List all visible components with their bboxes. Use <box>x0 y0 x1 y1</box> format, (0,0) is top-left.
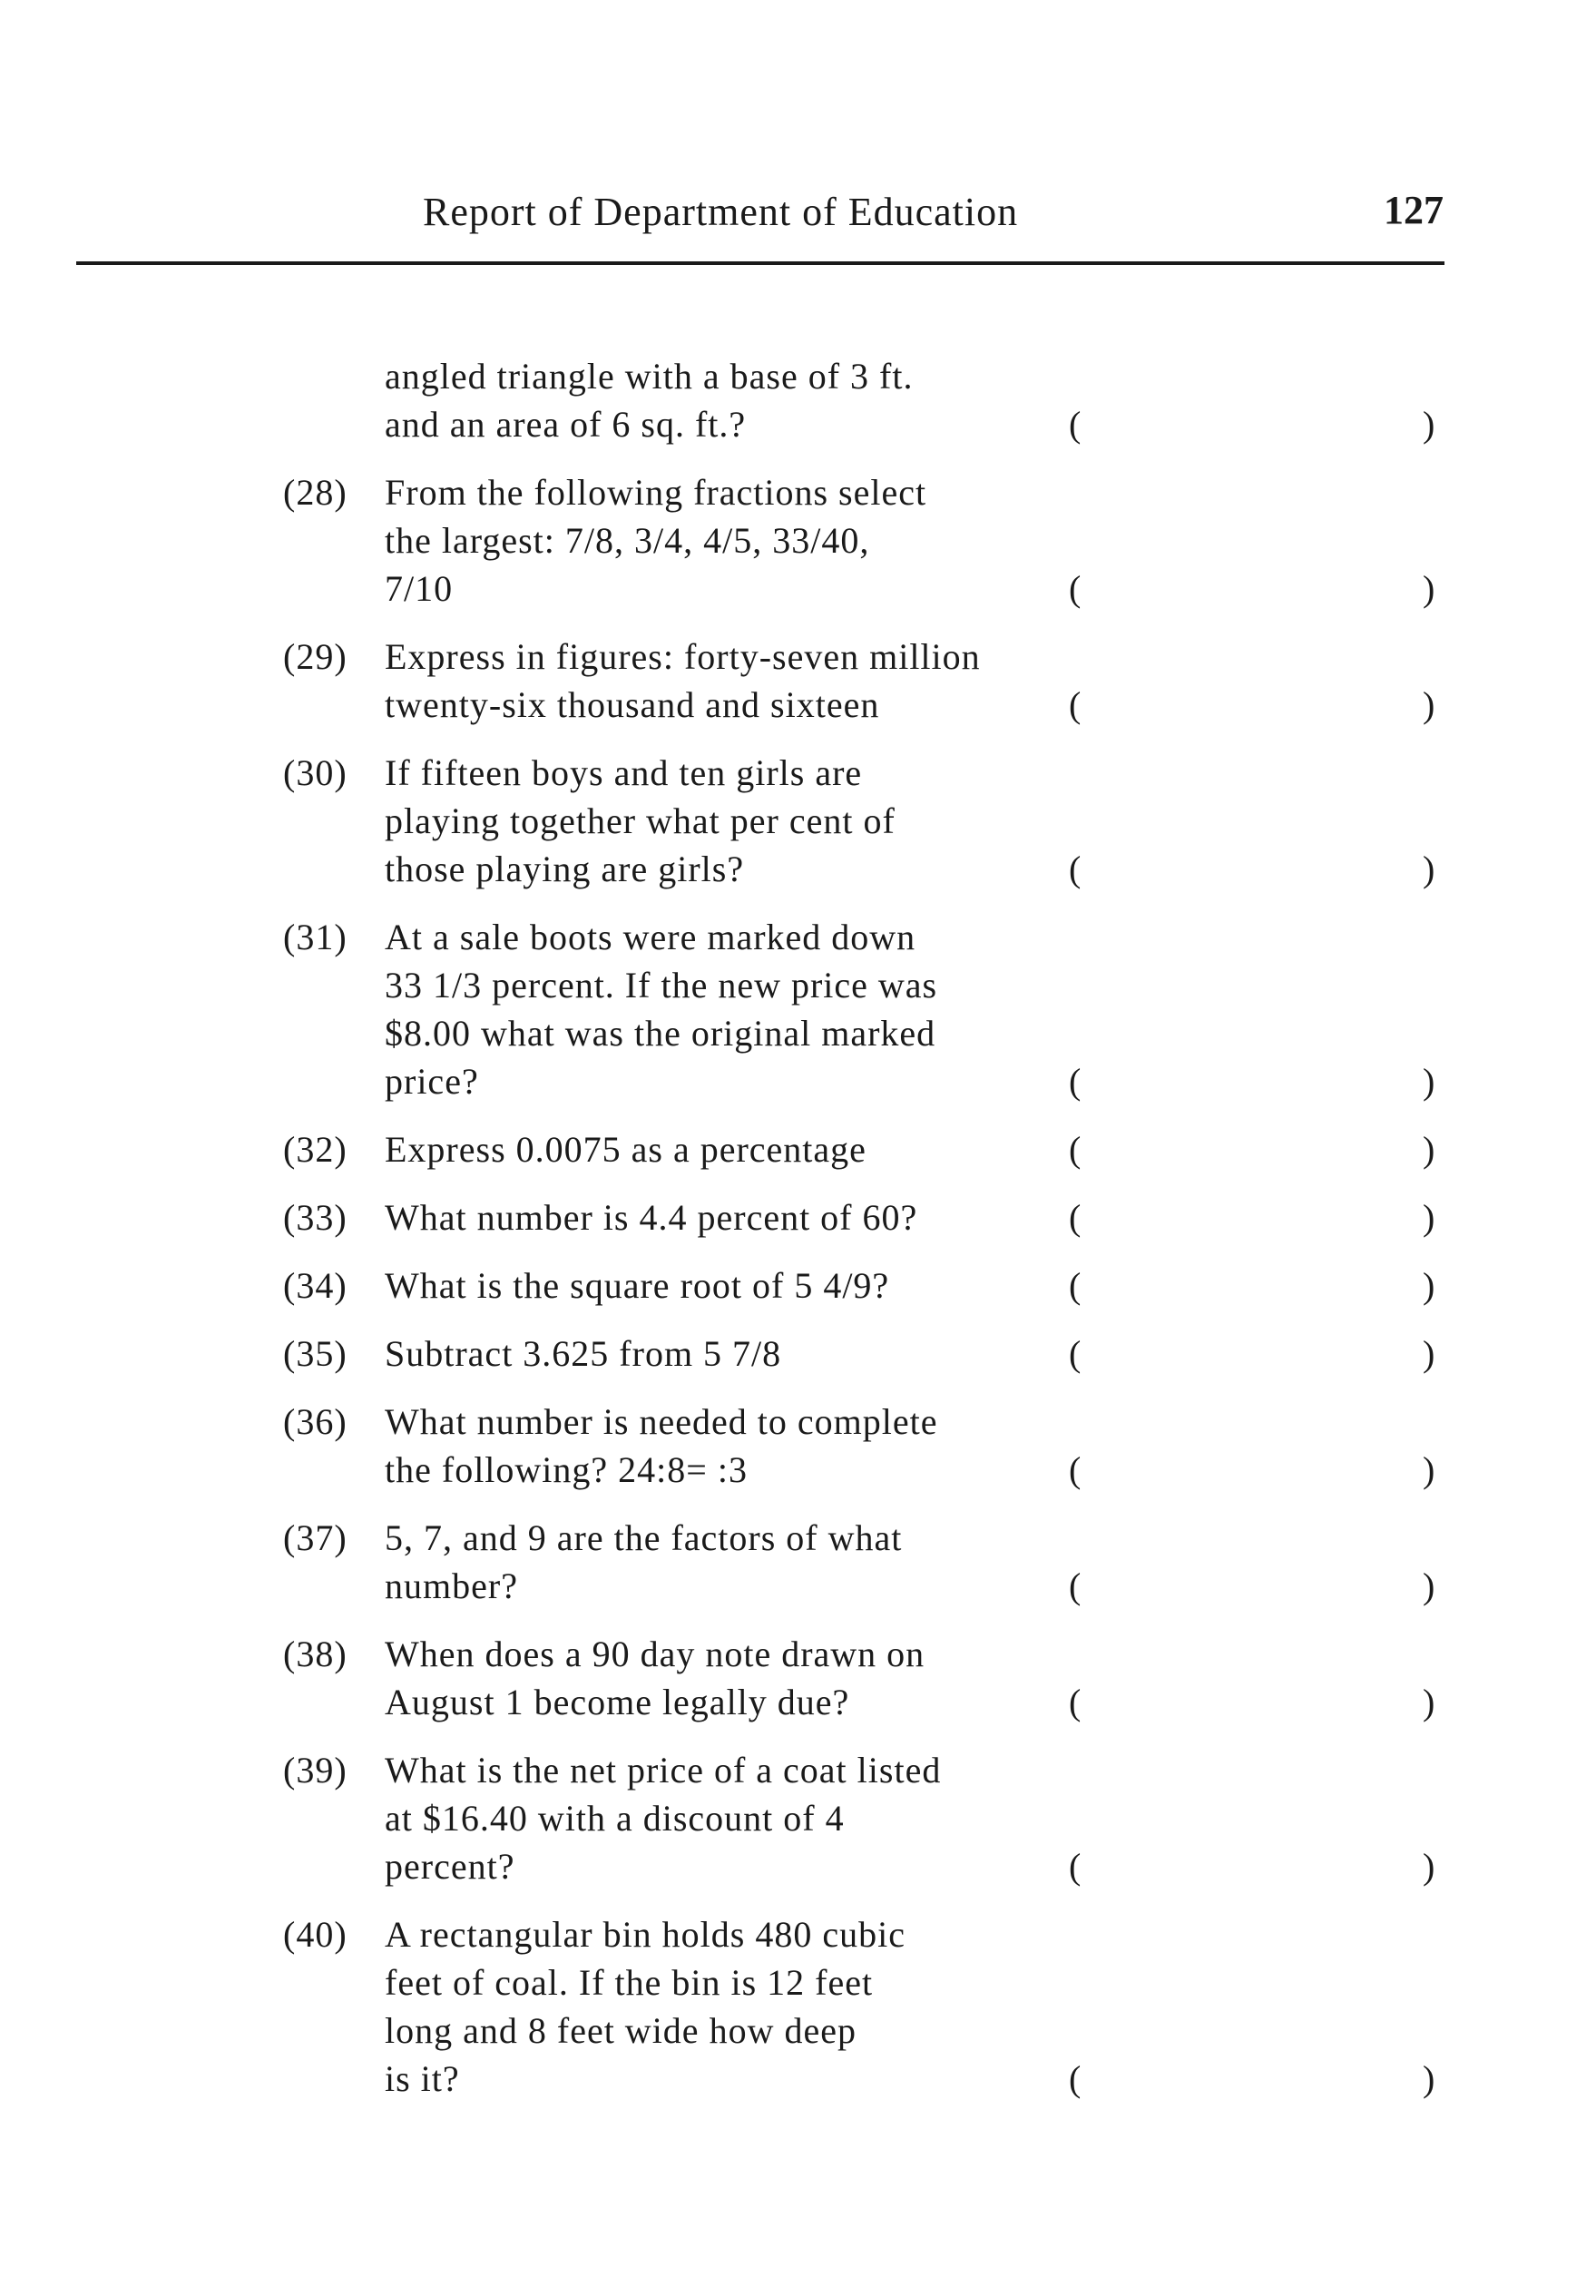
question-text-line: long and 8 feet wide how deep <box>385 2010 857 2051</box>
answer-blank-close-paren: ) <box>1423 1265 1435 1306</box>
answer-blank-open-paren: ( <box>1069 1333 1082 1374</box>
question-text-line: From the following fractions select <box>385 472 927 513</box>
question-text-line: at $16.40 with a discount of 4 <box>385 1798 845 1839</box>
answer-blank-close-paren: ) <box>1423 849 1435 889</box>
question-text-line: Subtract 3.625 from 5 7/8 <box>385 1333 782 1374</box>
question-text-line: percent? <box>385 1846 515 1887</box>
question-item <box>0 352 1596 448</box>
question-text <box>385 1910 1111 2103</box>
question-item <box>0 1398 1596 1494</box>
question-text-line: What number is 4.4 percent of 60? <box>385 1197 918 1238</box>
question-item <box>0 1630 1596 1726</box>
question-number: (29) <box>283 636 348 677</box>
question-text-line: August 1 become legally due? <box>385 1682 850 1722</box>
answer-blank-open-paren: ( <box>1069 849 1082 889</box>
question-number: (36) <box>283 1401 348 1442</box>
answer-blank-open-paren: ( <box>1069 1129 1082 1170</box>
question-number: (40) <box>283 1914 348 1955</box>
question-number: (31) <box>283 917 348 957</box>
question-text-line: A rectangular bin holds 480 cubic <box>385 1914 906 1955</box>
answer-blank-close-paren: ) <box>1423 1682 1435 1722</box>
question-number: (37) <box>283 1517 348 1558</box>
question-text <box>385 1330 1111 1378</box>
question-item <box>0 913 1596 1105</box>
page-number: 127 <box>1384 188 1444 232</box>
question-text <box>385 1514 1111 1610</box>
question-text <box>385 1125 1111 1173</box>
question-item <box>0 633 1596 729</box>
question-text-line: $8.00 what was the original marked <box>385 1013 936 1054</box>
answer-blank-open-paren: ( <box>1069 684 1082 725</box>
question-text-line: and an area of 6 sq. ft.? <box>385 404 747 445</box>
question-text <box>385 1630 1111 1726</box>
answer-blank-close-paren: ) <box>1423 1197 1435 1238</box>
answer-blank-open-paren: ( <box>1069 1565 1082 1606</box>
question-item <box>0 1261 1596 1310</box>
answer-blank-close-paren: ) <box>1423 1129 1435 1170</box>
question-number: (32) <box>283 1129 348 1170</box>
question-text-line: number? <box>385 1565 518 1606</box>
question-text-line: is it? <box>385 2058 460 2099</box>
question-text-line: angled triangle with a base of 3 ft. <box>385 356 914 397</box>
question-item <box>0 749 1596 893</box>
question-text-line: 33 1/3 percent. If the new price was <box>385 965 938 1006</box>
question-item <box>0 1125 1596 1173</box>
question-text-line: 5, 7, and 9 are the factors of what <box>385 1517 903 1558</box>
question-text <box>385 749 1111 893</box>
header-rule <box>76 261 1444 265</box>
question-text-line: What is the square root of 5 4/9? <box>385 1265 890 1306</box>
question-number: (39) <box>283 1750 348 1791</box>
question-number: (34) <box>283 1265 348 1306</box>
question-text-line: 7/10 <box>385 568 454 609</box>
answer-blank-close-paren: ) <box>1423 1061 1435 1102</box>
answer-blank-close-paren: ) <box>1423 404 1435 445</box>
question-text-line: What is the net price of a coat listed <box>385 1750 942 1791</box>
answer-blank-close-paren: ) <box>1423 1565 1435 1606</box>
question-item <box>0 1330 1596 1378</box>
question-text-line: What number is needed to complete <box>385 1401 938 1442</box>
question-text-line: When does a 90 day note drawn on <box>385 1634 925 1674</box>
answer-blank-open-paren: ( <box>1069 1682 1082 1722</box>
answer-blank-close-paren: ) <box>1423 2058 1435 2099</box>
question-text-line: At a sale boots were marked down <box>385 917 916 957</box>
question-item <box>0 1514 1596 1610</box>
question-text-line: price? <box>385 1061 479 1102</box>
answer-blank-open-paren: ( <box>1069 1265 1082 1306</box>
question-number: (35) <box>283 1333 348 1374</box>
question-text-line: Express 0.0075 as a percentage <box>385 1129 867 1170</box>
answer-blank-open-paren: ( <box>1069 1197 1082 1238</box>
question-text <box>385 1746 1111 1890</box>
question-text-line: Express in figures: forty-seven million <box>385 636 981 677</box>
answer-blank-open-paren: ( <box>1069 568 1082 609</box>
question-number: (28) <box>283 472 348 513</box>
answer-blank-open-paren: ( <box>1069 1846 1082 1887</box>
answer-blank-close-paren: ) <box>1423 1846 1435 1887</box>
question-text-line: playing together what per cent of <box>385 800 896 841</box>
question-item <box>0 468 1596 613</box>
question-text <box>385 633 1111 729</box>
answer-blank-close-paren: ) <box>1423 1449 1435 1490</box>
answer-blank-close-paren: ) <box>1423 1333 1435 1374</box>
question-number: (38) <box>283 1634 348 1674</box>
question-text-line: the largest: 7/8, 3/4, 4/5, 33/40, <box>385 520 870 561</box>
question-text-line: If fifteen boys and ten girls are <box>385 752 863 793</box>
question-number: (30) <box>283 752 348 793</box>
question-text <box>385 913 1111 1105</box>
answer-blank-close-paren: ) <box>1423 568 1435 609</box>
answer-blank-open-paren: ( <box>1069 1449 1082 1490</box>
question-item <box>0 1746 1596 1890</box>
question-text-line: those playing are girls? <box>385 849 745 889</box>
question-text <box>385 1398 1111 1494</box>
question-text-line: feet of coal. If the bin is 12 feet <box>385 1962 874 2003</box>
question-text <box>385 1193 1111 1241</box>
answer-blank-open-paren: ( <box>1069 2058 1082 2099</box>
question-text <box>385 352 1111 448</box>
question-text <box>385 468 1111 613</box>
question-item <box>0 1910 1596 2103</box>
question-text-line: twenty-six thousand and sixteen <box>385 684 880 725</box>
question-text-line: the following? 24:8= :3 <box>385 1449 748 1490</box>
question-number: (33) <box>283 1197 348 1238</box>
question-item <box>0 1193 1596 1241</box>
answer-blank-close-paren: ) <box>1423 684 1435 725</box>
question-text <box>385 1261 1111 1310</box>
running-header-title: Report of Department of Education <box>423 190 1019 234</box>
answer-blank-open-paren: ( <box>1069 1061 1082 1102</box>
answer-blank-open-paren: ( <box>1069 404 1082 445</box>
question-list <box>0 352 1596 2123</box>
